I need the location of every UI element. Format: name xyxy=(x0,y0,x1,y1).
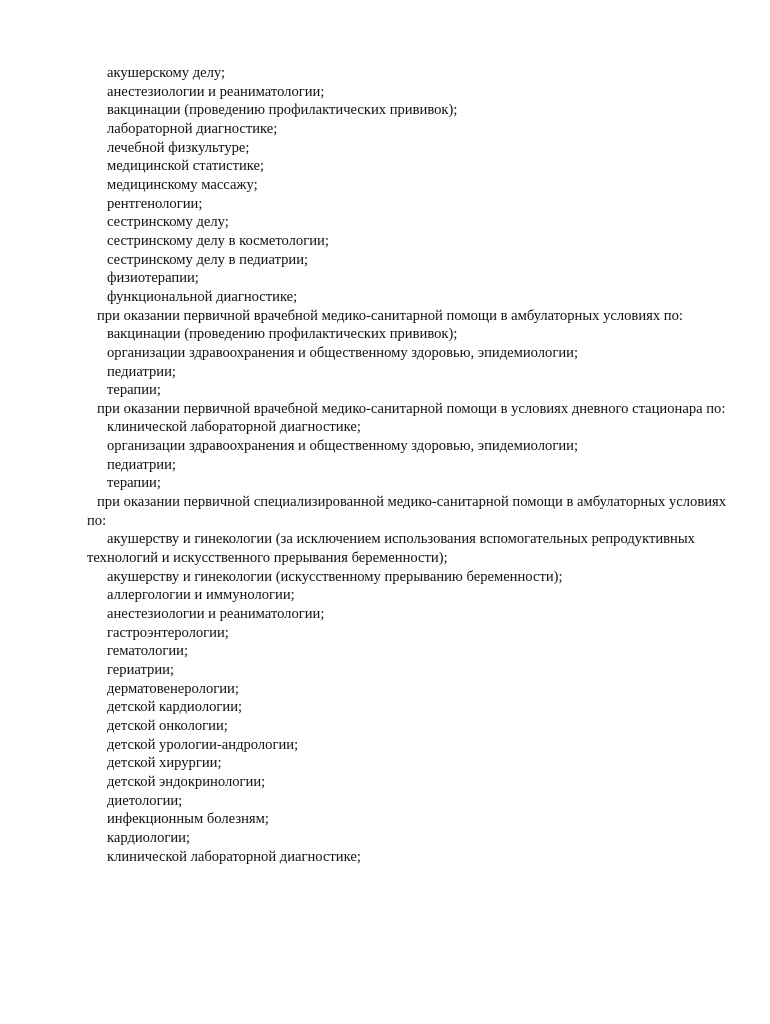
list-item: терапии; xyxy=(107,475,161,492)
list-item: детской онкологии; xyxy=(107,717,228,734)
list-item: физиотерапии; xyxy=(107,270,199,287)
list-item: детской эндокринологии; xyxy=(107,773,266,790)
list-item: кардиологии; xyxy=(107,829,191,846)
list-item: акушерству и гинекологии (за исключением использования вспомогательных репродуктивных технологий и искусственного прерывания беременности); xyxy=(87,531,695,567)
list-item: педиатрии; xyxy=(107,363,176,380)
section-heading: при оказании первичной врачебной медико-санитарной помощи в условиях дневного стационара по: xyxy=(97,400,726,417)
list-item: организации здравоохранения и общественному здоровью, эпидемиологии; xyxy=(107,344,579,361)
list-item: акушерскому делу; xyxy=(107,65,226,81)
list-item: клинической лабораторной диагностике; xyxy=(107,848,361,865)
list-item: гематологии; xyxy=(107,643,189,660)
list-item: педиатрии; xyxy=(107,456,176,473)
list-item: вакцинации (проведению профилактических прививок); xyxy=(107,326,458,343)
list-item: аллергологии и иммунологии; xyxy=(107,587,295,604)
section-heading: при оказании первичной специализированной медико-санитарной помощи в амбулаторных условиях по: xyxy=(87,494,727,529)
list-item: сестринскому делу в косметологии; xyxy=(107,232,329,249)
list-item: сестринскому делу; xyxy=(107,214,229,231)
list-item: гериатрии; xyxy=(107,662,175,678)
document-page xyxy=(87,64,737,866)
list-item: медицинской статистике; xyxy=(107,158,265,175)
list-item: акушерству и гинекологии (искусственному прерыванию беременности); xyxy=(107,568,563,585)
list-item: анестезиологии и реаниматологии; xyxy=(107,606,325,623)
list-item: сестринскому делу в педиатрии; xyxy=(107,251,309,268)
list-item: гастроэнтерологии; xyxy=(107,624,229,641)
list-item: медицинскому массажу; xyxy=(107,176,258,193)
list-item: терапии; xyxy=(107,382,161,399)
list-item: клинической лабораторной диагностике; xyxy=(107,419,361,436)
list-item: функциональной диагностике; xyxy=(107,288,298,305)
list-item: дерматовенерологии; xyxy=(107,680,239,697)
list-item: анестезиологии и реаниматологии; xyxy=(107,83,325,100)
list-item: рентгенологии; xyxy=(107,195,203,212)
list-item: вакцинации (проведению профилактических прививок); xyxy=(107,102,458,119)
list-item: лабораторной диагностике; xyxy=(107,120,278,137)
list-item: лечебной физкультуре; xyxy=(107,139,250,156)
list-item: детской урологии-андрологии; xyxy=(107,736,299,753)
section-heading: при оказании первичной врачебной медико-санитарной помощи в амбулаторных условиях по: xyxy=(97,307,683,324)
list-item: детской кардиологии; xyxy=(107,699,243,716)
list-item: детской хирургии; xyxy=(107,755,222,772)
list-item: диетологии; xyxy=(107,792,183,809)
list-item: инфекционным болезням; xyxy=(107,811,269,828)
list-item: организации здравоохранения и общественному здоровью, эпидемиологии; xyxy=(107,438,579,455)
